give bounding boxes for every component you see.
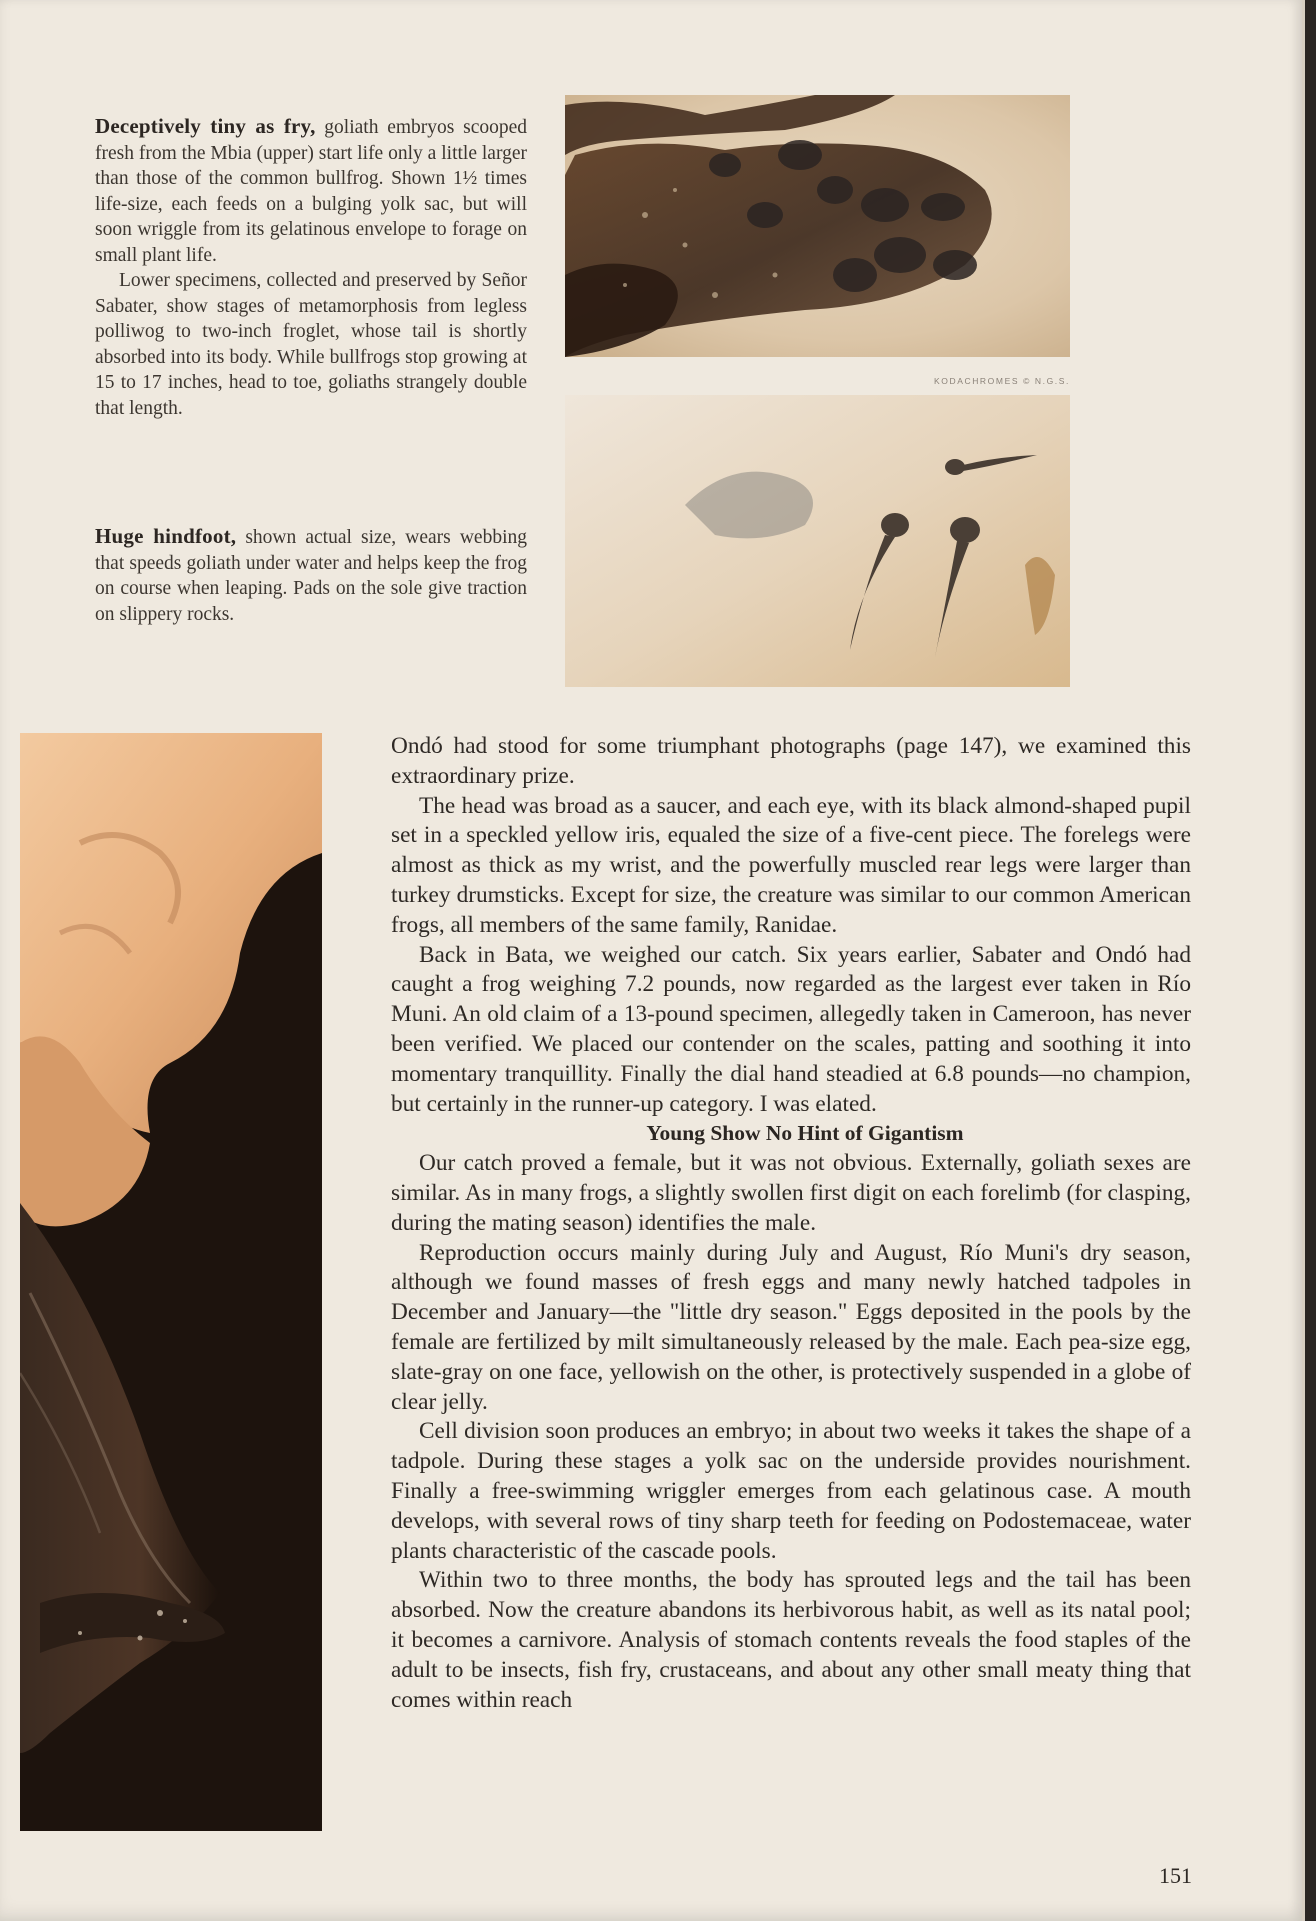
caption-specimens-text: Lower specimens, collected and preserved by Señor Sabater, show stages of metamorphosis from legless polliwog to two-inch froglet, whose tail is shortly absorbed into its body. While bullfrogs stop growing at 15 to 17 inches, head to toe, goliaths strangely double that length. bbox=[95, 270, 527, 419]
caption-embryos-text: goliath embryos scooped fresh from the Mbia (upper) start life only a little larger than those of the common bullfrog. Shown 1½ times life-size, each feeds on a bulging yolk sac, but will soon wriggle from its gelatinous envelope to forage on small plant life. bbox=[95, 117, 527, 266]
page-number: 151 bbox=[1159, 1863, 1192, 1888]
photo-credit: KODACHROMES © N.G.S. bbox=[933, 376, 1070, 386]
article-paragraph: The head was broad as a saucer, and each eye, with its black almond-shaped pupil set in a speckled yellow iris, equaled the size of a five-cent piece. The forelegs were almost as thick as my wrist, and the powerfully muscled rear legs were larger than turkey drumsticks. Except for size, the creature was similar to our common American frogs, all members of the same family, Ranidae. bbox=[391, 792, 1191, 938]
photo-tadpoles-lower bbox=[565, 395, 1070, 687]
article-paragraph: Ondó had stood for some triumphant photographs (page 147), we examined this extraordinary prize. bbox=[391, 733, 1191, 789]
caption-hindfoot-text: shown actual size, wears webbing that speeds goliath under water and helps keep the frog on course when leaping. Pads on the sole give traction on slippery rocks. bbox=[95, 527, 528, 625]
caption-embryos-lead: Deceptively tiny as fry, bbox=[95, 114, 316, 138]
article-paragraph: Back in Bata, we weighed our catch. Six years earlier, Sabater and Ondó had caught a frog weighing 7.2 pounds, now regarded as the largest ever taken in Río Muni. An old claim of a 13-pound specimen, allegedly taken in Cameroon, has never been verified. We placed our contender on the scales, patting and soothing it into momentary tranquillity. Finally the dial hand steadied at 6.8 pounds—no champion, but certainly in the runner-up category. I was elated. bbox=[391, 941, 1191, 1117]
article-body bbox=[391, 732, 1191, 1715]
article-paragraph: Within two to three months, the body has sprouted legs and the tail has been absorbed. Now the creature abandons its herbivorous habit, as well as its natal pool; it becomes a carnivore. Analysis of stomach contents reveals the food staples of the adult to be insects, fish fry, crustaceans, and about any other small meaty thing that comes within reach bbox=[391, 1567, 1191, 1713]
section-subheading: Young Show No Hint of Gigantism bbox=[646, 1121, 964, 1146]
photo-embryos-upper bbox=[565, 95, 1070, 357]
article-paragraph: Cell division soon produces an embryo; in about two weeks it takes the shape of a tadpole. During these stages a yolk sac on the underside provides nourishment. Finally a free-swimming wriggler emerges from each gelatinous case. A mouth develops, with several rows of tiny sharp teeth for feeding on Podostemaceae, water plants characteristic of the cascade pools. bbox=[391, 1418, 1191, 1564]
caption-embryos bbox=[95, 114, 527, 421]
caption-hindfoot bbox=[95, 524, 527, 627]
photo-hindfoot bbox=[20, 733, 322, 1831]
caption-hindfoot-lead: Huge hindfoot, bbox=[95, 524, 237, 548]
article-paragraph: Our catch proved a female, but it was not obvious. Externally, goliath sexes are similar. As in many frogs, a slightly swollen first digit on each forelimb (for clasping, during the mating season) identifies the male. bbox=[391, 1150, 1191, 1236]
article-paragraph: Reproduction occurs mainly during July and August, Río Muni's dry season, although we found masses of fresh eggs and many newly hatched tadpoles in December and January—the "little dry season." Eggs deposited in the pools by the female are fertilized by milt simultaneously released by the male. Each pea-size egg, slate-gray on one face, yellowish on the other, is protectively suspended in a globe of clear jelly. bbox=[391, 1239, 1191, 1415]
